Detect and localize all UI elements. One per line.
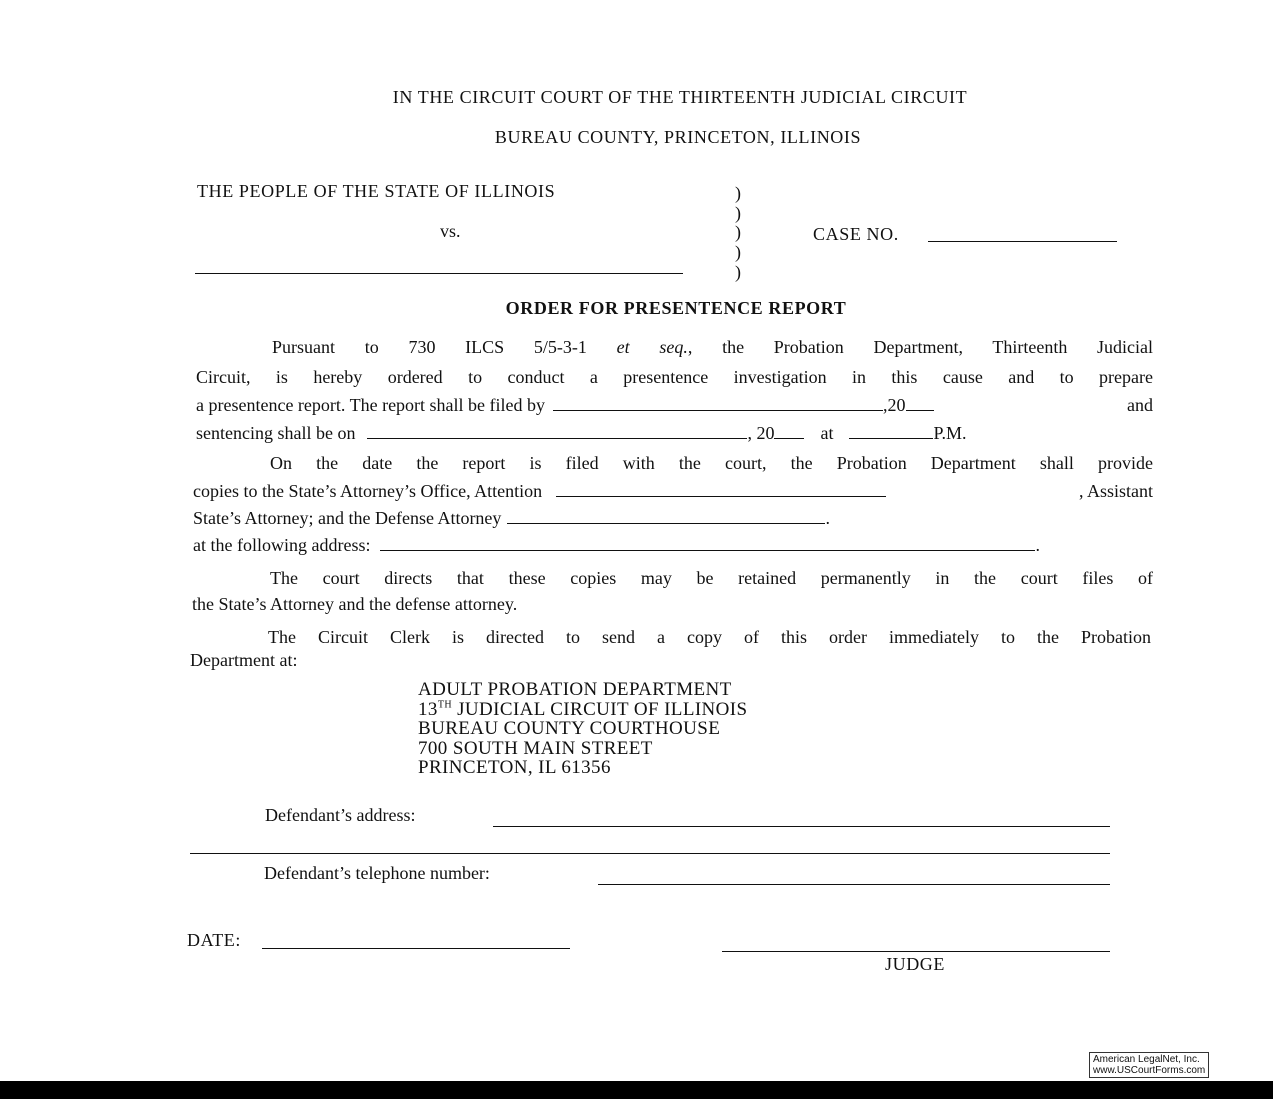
text: JUDICIAL CIRCUIT OF ILLINOIS — [451, 698, 748, 720]
sentencing-date-field[interactable] — [367, 424, 747, 439]
text-italic: et seq. — [616, 337, 688, 357]
defendant-phone-field[interactable] — [598, 884, 1110, 885]
publisher-url: www.USCourtForms.com — [1093, 1065, 1206, 1076]
paragraph-4-line-2: Department at: — [190, 650, 298, 670]
paragraph-3-line-1: The court directs that these copies may be retained permanently in the court files of — [270, 568, 1153, 588]
date-field[interactable] — [262, 948, 570, 949]
text: P.M. — [933, 423, 967, 443]
text: at — [820, 423, 834, 443]
court-heading: IN THE CIRCUIT COURT OF THE THIRTEENTH JUDICIAL CIRCUIT — [392, 87, 968, 107]
defendant-phone-label: Defendant’s telephone number: — [264, 863, 490, 883]
paragraph-4-line-1: The Circuit Clerk is directed to send a copy of this order immediately to the Probation — [268, 627, 1151, 647]
defendant-address-field[interactable] — [493, 826, 1110, 827]
text: 13 — [418, 698, 438, 720]
defendant-name-line[interactable] — [195, 273, 683, 274]
county-heading: BUREAU COUNTY, PRINCETON, ILLINOIS — [494, 127, 862, 147]
publisher-name: American LegalNet, Inc. — [1093, 1054, 1200, 1065]
text: copies to the State’s Attorney’s Office, Attention — [193, 481, 543, 501]
attention-field[interactable] — [556, 482, 886, 497]
paragraph-2-line-2 — [193, 480, 1153, 502]
date-label: DATE: — [187, 930, 241, 950]
address-line — [418, 700, 748, 720]
sentencing-time-field[interactable] — [849, 424, 933, 439]
paragraph-2-line-1: On the date the report is filed with the court, the Probation Department shall provide — [270, 453, 1153, 473]
judge-label: JUDGE — [885, 954, 945, 974]
text: , 20 — [747, 423, 775, 443]
document-title: ORDER FOR PRESENTENCE REPORT — [505, 298, 847, 318]
caption-paren: ) — [735, 222, 741, 242]
defendant-address-label: Defendant’s address: — [265, 805, 416, 825]
defense-address-field[interactable] — [380, 536, 1035, 551]
text: Pursuant to 730 ILCS 5/5-3-1 — [272, 337, 587, 357]
publisher-stamp — [1089, 1052, 1209, 1078]
text: . — [825, 508, 830, 528]
sentencing-year-field[interactable] — [774, 424, 804, 439]
text: . — [1035, 535, 1040, 555]
case-number-label: CASE NO. — [813, 224, 899, 244]
paragraph-1-line-1 — [272, 336, 1153, 358]
caption-paren: ) — [735, 183, 741, 203]
text: , the Probation Department, Thirteenth Judicial — [687, 337, 1154, 357]
defendant-address-field-2[interactable] — [190, 853, 1110, 854]
text: sentencing shall be on — [196, 423, 356, 443]
paragraph-1-line-2: Circuit, is hereby ordered to conduct a presentence investigation in this cause and to prepare — [196, 367, 1153, 387]
case-number-field[interactable] — [928, 241, 1117, 242]
text: at the following address: — [193, 535, 371, 555]
scan-edge-bar — [0, 1081, 1273, 1099]
superscript: TH — [437, 699, 452, 711]
judge-signature-line[interactable] — [722, 951, 1110, 952]
report-filed-year-field[interactable] — [906, 396, 934, 411]
address-line: ADULT PROBATION DEPARTMENT — [418, 679, 732, 700]
caption-vs: vs. — [440, 221, 461, 241]
address-line: 700 SOUTH MAIN STREET — [418, 737, 653, 759]
caption-paren: ) — [735, 242, 741, 262]
report-filed-date-field[interactable] — [553, 396, 883, 411]
text: and — [1127, 395, 1153, 415]
paragraph-2-line-3 — [193, 507, 830, 529]
text: , Assistant — [1078, 481, 1153, 501]
text: ,20 — [883, 395, 906, 415]
text: a presentence report. The report shall be filed by — [196, 395, 546, 415]
probation-address — [418, 680, 748, 778]
paragraph-3-line-2: the State’s Attorney and the defense attorney. — [192, 594, 518, 614]
paragraph-1-line-4 — [196, 422, 967, 444]
caption-paren: ) — [735, 203, 741, 223]
plaintiff-name: THE PEOPLE OF THE STATE OF ILLINOIS — [197, 181, 556, 201]
text: State’s Attorney; and the Defense Attorney — [193, 508, 502, 528]
caption-paren: ) — [735, 262, 741, 282]
address-line: BUREAU COUNTY COURTHOUSE — [418, 718, 721, 739]
address-line: PRINCETON, IL 61356 — [418, 757, 611, 778]
paragraph-1-line-3 — [196, 394, 1153, 416]
defense-attorney-field[interactable] — [507, 509, 825, 524]
paragraph-2-line-4 — [193, 534, 1040, 556]
